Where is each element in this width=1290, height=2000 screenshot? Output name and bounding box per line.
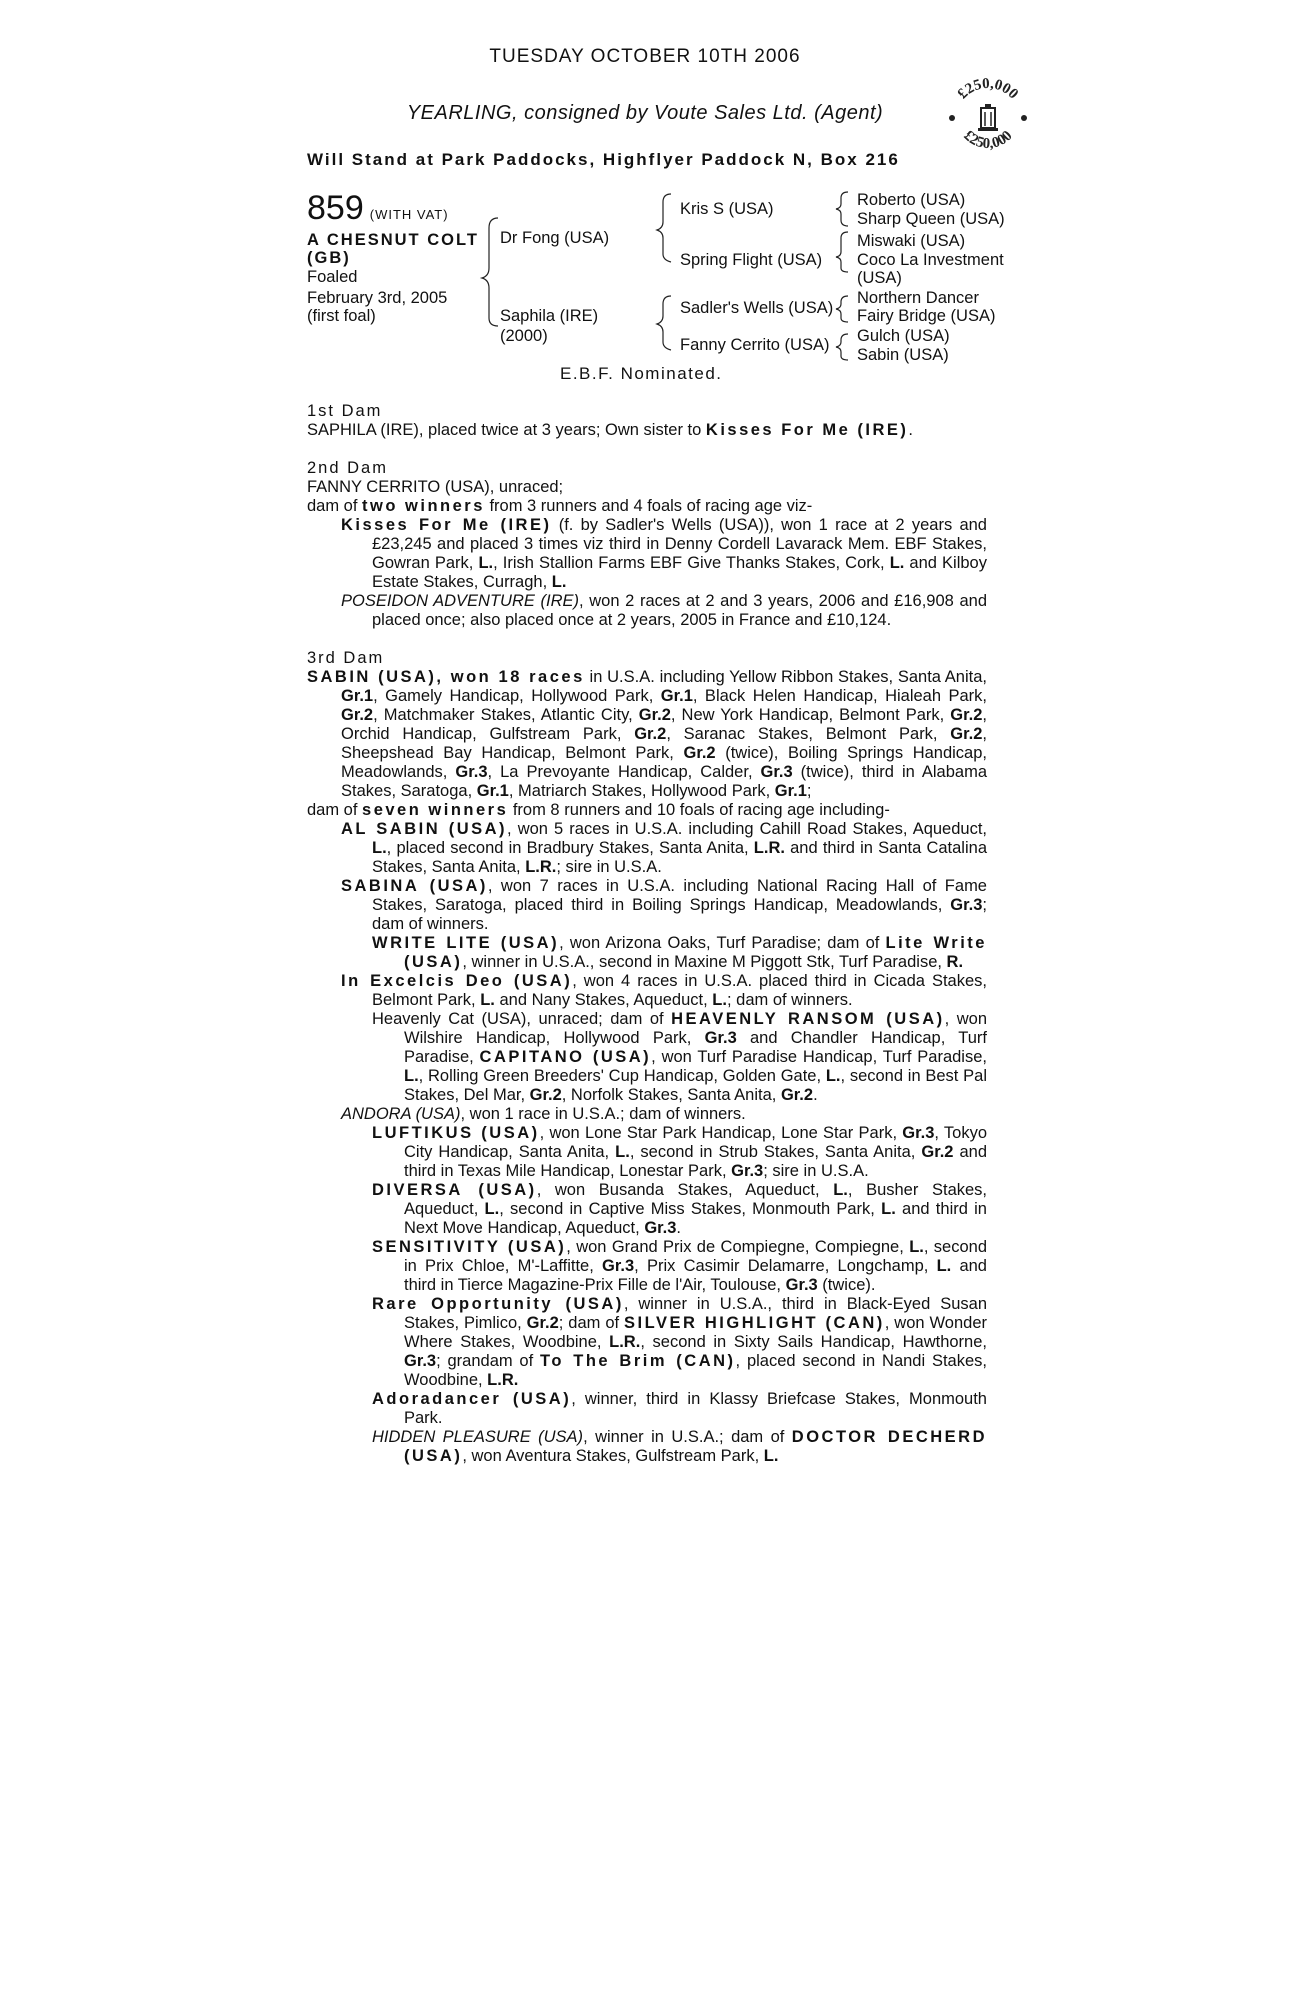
foaled-label: Foaled: [307, 268, 358, 286]
ancestor-coco-la-investment: Coco La Investment: [857, 251, 1004, 269]
al-sabin-entry: AL SABIN (USA), won 5 races in U.S.A. including Cahill Road Stakes, Aqueduct, L., placed second in Bradbury Stakes, Santa Anita, L.R. and third in Santa Catalina Stakes, Santa Anita, L.R.; sire in U.S.A.: [341, 820, 987, 876]
pedigree-braces: [0, 0, 1290, 380]
poseidon-adventure-entry: POSEIDON ADVENTURE (IRE), won 2 races at 2 and 3 years, 2006 and £16,908 and placed once; also placed once at 2 years, 2005 in France and £10,124.: [341, 592, 987, 629]
andora-entry: ANDORA (USA), won 1 race in U.S.A.; dam of winners.: [341, 1105, 746, 1123]
foaled-date: February 3rd, 2005: [307, 289, 448, 307]
ancestor-coco-la-investment-country: (USA): [857, 269, 902, 287]
ancestor-miswaki: Miswaki (USA): [857, 232, 966, 250]
lot-description-country: (GB): [307, 249, 351, 267]
dam: Saphila (IRE): [500, 307, 599, 325]
ancestor-roberto: Roberto (USA): [857, 191, 966, 209]
ancestor-sabin: Sabin (USA): [857, 346, 949, 364]
kisses-for-me-entry: Kisses For Me (IRE) (f. by Sadler's Wells (USA)), won 1 race at 2 years and £23,245 and placed 3 times viz third in Denny Cordell Lavarack Mem. EBF Stakes, Gowran Park, L., Irish Stallion Farms EBF Give Thanks Stakes, Cork, L. and Kilboy Estate Stakes, Curragh, L.: [341, 516, 987, 591]
stamp-text-bottom: £250,000: [960, 127, 1016, 153]
dam-sire: Sadler's Wells (USA): [680, 299, 834, 317]
stamp-text-top: £250,000: [954, 75, 1022, 103]
ancestor-northern-dancer: Northern Dancer: [857, 289, 979, 307]
luftikus-entry: LUFTIKUS (USA), won Lone Star Park Handicap, Lone Star Park, Gr.3, Tokyo City Handicap, Santa Anita, L., second in Strub Stakes, Santa Anita, Gr.2 and third in Texas Mile Handicap, Lonestar Park, Gr.3; sire in U.S.A.: [372, 1124, 988, 1180]
first-dam-text: SAPHILA (IRE), placed twice at 3 years; Own sister to Kisses For Me (IRE).: [307, 421, 913, 439]
write-lite-entry: WRITE LITE (USA), won Arizona Oaks, Turf Paradise; dam of Lite Write (USA), winner in U.S.A., second in Maxine M Piggott Stk, Turf Paradise, R.: [372, 934, 987, 971]
sale-date: TUESDAY OCTOBER 10TH 2006: [489, 46, 801, 67]
second-dam-heading: 2nd Dam: [307, 459, 388, 477]
adoradancer-entry: Adoradancer (USA), winner, third in Klassy Briefcase Stakes, Monmouth Park.: [372, 1390, 987, 1427]
lot-description: A CHESNUT COLT: [307, 231, 479, 249]
third-dam-heading: 3rd Dam: [307, 649, 385, 667]
vat-note: (WITH VAT): [369, 207, 449, 222]
fanny-cerrito-line: FANNY CERRITO (USA), unraced;: [307, 478, 564, 496]
hidden-pleasure-entry: HIDDEN PLEASURE (USA), winner in U.S.A.; dam of DOCTOR DECHERD (USA), won Aventura Stakes, Gulfstream Park, L.: [372, 1428, 987, 1465]
second-dam-produce: dam of two winners from 3 runners and 4 foals of racing age viz-: [307, 497, 813, 515]
sire-sire: Kris S (USA): [680, 200, 774, 218]
lot-number: 859: [307, 189, 364, 227]
dam-dam: Fanny Cerrito (USA): [680, 336, 830, 354]
sensitivity-entry: SENSITIVITY (USA), won Grand Prix de Compiegne, Compiegne, L., second in Prix Chloe, M'-Laffitte, Gr.3, Prix Casimir Delamarre, Longchamp, L. and third in Tierce Magazine-Prix Fille de l'Air, Toulouse, Gr.3 (twice).: [372, 1238, 988, 1294]
sabin-produce: dam of seven winners from 8 runners and 10 foals of racing age including-: [307, 801, 890, 819]
catalogue-body: [307, 402, 987, 1466]
first-dam-heading: 1st Dam: [307, 402, 383, 420]
rare-opportunity-entry: Rare Opportunity (USA), winner in U.S.A., third in Black-Eyed Susan Stakes, Pimlico, Gr.2; dam of SILVER HIGHLIGHT (CAN), won Wonder Where Stakes, Woodbine, L.R., second in Sixty Sails Handicap, Hawthorne, Gr.3; grandam of To The Brim (CAN), placed second in Nandi Stakes, Woodbine, L.R.: [372, 1295, 987, 1389]
sabin-entry: SABIN (USA), won 18 races in U.S.A. including Yellow Ribbon Stakes, Santa Anita, Gr.1, Gamely Handicap, Hollywood Park, Gr.1, Black Helen Handicap, Hialeah Park, Gr.2, Matchmaker Stakes, Atlantic City, Gr.2, New York Handicap, Belmont Park, Gr.2, Orchid Handicap, Gulfstream Park, Gr.2, Saranac Stakes, Belmont Park, Gr.2, Sheepshead Bay Handicap, Belmont Park, Gr.2 (twice), Boiling Springs Handicap, Meadowlands, Gr.3, La Prevoyante Handicap, Calder, Gr.3 (twice), third in Alabama Stakes, Saratoga, Gr.1, Matriarch Stakes, Hollywood Park, Gr.1;: [307, 668, 988, 800]
ancestor-sharp-queen: Sharp Queen (USA): [857, 210, 1005, 228]
ancestor-gulch: Gulch (USA): [857, 327, 950, 345]
dam-year: (2000): [500, 327, 548, 345]
first-foal-note: (first foal): [307, 307, 376, 325]
sire-dam: Spring Flight (USA): [680, 251, 823, 269]
in-excelcis-deo-entry: In Excelcis Deo (USA), won 4 races in U.S.A. placed third in Cicada Stakes, Belmont Park, L. and Nany Stakes, Aqueduct, L.; dam of winners.: [341, 972, 987, 1009]
diversa-entry: DIVERSA (USA), won Busanda Stakes, Aqueduct, L., Busher Stakes, Aqueduct, L., second in Captive Miss Stakes, Monmouth Park, L. and third in Next Move Handicap, Aqueduct, Gr.3.: [372, 1181, 988, 1237]
ancestor-fairy-bridge: Fairy Bridge (USA): [857, 307, 996, 325]
sabina-entry: SABINA (USA), won 7 races in U.S.A. including National Racing Hall of Fame Stakes, Saratoga, placed third in Boiling Springs Handicap, Meadowlands, Gr.3; dam of winners.: [341, 877, 987, 933]
consignor-line: YEARLING, consigned by Voute Sales Ltd. (Agent): [406, 102, 884, 124]
ebf-nominated: E.B.F. Nominated.: [560, 364, 723, 383]
sire: Dr Fong (USA): [500, 229, 610, 247]
heavenly-cat-entry: Heavenly Cat (USA), unraced; dam of HEAVENLY RANSOM (USA), won Wilshire Handicap, Hollywood Park, Gr.3 and Chandler Handicap, Turf Paradise, CAPITANO (USA), won Turf Paradise Handicap, Turf Paradise, L., Rolling Green Breeders' Cup Handicap, Golden Gate, L., second in Best Pal Stakes, Del Mar, Gr.2, Norfolk Stakes, Santa Anita, Gr.2.: [372, 1010, 987, 1104]
stand-location: Will Stand at Park Paddocks, Highflyer Paddock N, Box 216: [307, 150, 900, 169]
